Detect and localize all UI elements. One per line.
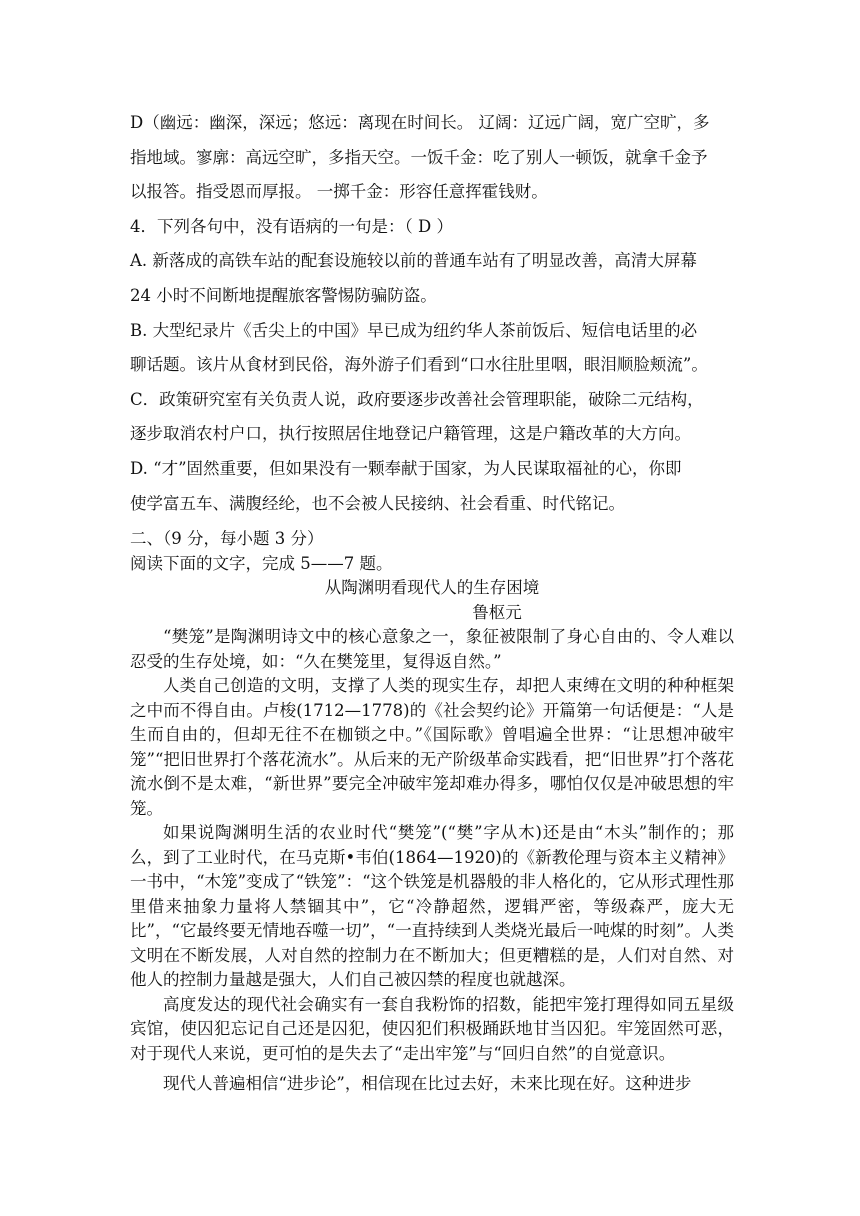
text-line: 以报答。指受恩而厚报。 一掷千金：形容任意挥霍钱财。 xyxy=(130,182,548,202)
text-line: 指地域。寥廓：高远空旷，多指天空。一饭千金：吃了别人一顿饭，就拿千金予 xyxy=(130,147,708,167)
option-b-line: 聊话题。该片从食材到民俗，海外游子们看到“口水往肚里咽，眼泪顺脸颊流”。 xyxy=(130,355,708,375)
reading-section xyxy=(130,527,734,1097)
section-heading: 二、（9 分，每小题 3 分） xyxy=(130,529,324,548)
article-author: 鲁枢元 xyxy=(472,602,522,622)
article-paragraph: 如果说陶渊明生活的农业时代“樊笼”(“樊”字从木)还是由“木头”制作的；那么，到了工业时代，在马克斯•韦伯(1864—1920)的《新教伦理与资本主义精神》一书中，“木笼”变成了“铁笼”：“这个铁笼是机器般的非人格化的，它从形式理性那里借来抽象力量将人禁锢其中”，它“冷静超然，逻辑严密，等级森严，庞大无比”，“它最终要无情地吞噬一切”，“一直持续到人类烧光最后一吨煤的时刻”。人类文明在不断发展，人对自然的控制力在不断加大；但更糟糕的是，人们对自然、对他人的控制力量越是强大，人们自己被囚禁的程度也就越深。 xyxy=(130,823,734,989)
answer-and-question-4 xyxy=(130,106,732,521)
article-paragraph: “樊笼”是陶渊明诗文中的核心意象之一，象征被限制了身心自由的、令人难以忍受的生存处境，如：“久在樊笼里，复得返自然。” xyxy=(130,627,734,671)
option-d-line: 使学富五车、满腹经纶，也不会被人民接纳、社会看重、时代铭记。 xyxy=(130,493,625,513)
question-4-stem: 4．下列各句中，没有语病的一句是：（ D ） xyxy=(130,216,453,236)
option-c-line: C．政策研究室有关负责人说，政府要逐步改善社会管理职能，破除二元结构， xyxy=(130,389,704,409)
article-paragraph: 人类自己创造的文明，支撑了人类的现实生存，却把人束缚在文明的种种框架之中而不得自由。卢梭(1712—1778)的《社会契约论》开篇第一句话便是：“人是生而自由的，但却无往不在枷锁之中。”《国际歌》曾唱遍全世界：“让思想冲破牢笼”“把旧世界打个落花流水”。从后来的无产阶级革命实践看，把“旧世界”打个落花流水倒不是太难，“新世界”要完全冲破牢笼却难办得多，哪怕仅仅是冲破思想的牢笼。 xyxy=(130,676,734,818)
text-line: D（幽远：幽深，深远；悠远：离现在时间长。 辽阔：辽远广阔，宽广空旷，多 xyxy=(130,113,710,132)
article-title: 从陶渊明看现代人的生存困境 xyxy=(324,578,540,597)
section-instruction: 阅读下面的文字，完成 5——7 题。 xyxy=(130,553,393,573)
option-a-line: A. 新落成的高铁车站的配套设施较以前的普通车站有了明显改善，高清大屏幕 xyxy=(130,251,697,271)
option-b-line: B. 大型纪录片《舌尖上的中国》早已成为纽约华人茶前饭后、短信电话里的必 xyxy=(130,320,698,340)
article-paragraph: 高度发达的现代社会确实有一套自我粉饰的招数，能把牢笼打理得如同五星级宾馆，使囚犯忘记自己还是囚犯，使囚犯们积极踊跃地甘当囚犯。牢笼固然可恶，对于现代人来说，更可怕的是失去了“走出牢笼”与“回归自然”的自觉意识。 xyxy=(130,994,734,1063)
article-paragraph-partial: 现代人普遍相信“进步论”，相信现在比过去好，未来比现在好。这种进步 xyxy=(163,1074,692,1093)
option-c-line: 逐步取消农村户口，执行按照居住地登记户籍管理，这是户籍改革的大方向。 xyxy=(130,424,691,444)
option-d-line: D. “才”固然重要，但如果没有一颗奉献于国家，为人民谋取福祉的心，你即 xyxy=(130,458,682,478)
option-a-line: 24 小时不间断地提醒旅客警惕防骗防盗。 xyxy=(130,285,437,305)
